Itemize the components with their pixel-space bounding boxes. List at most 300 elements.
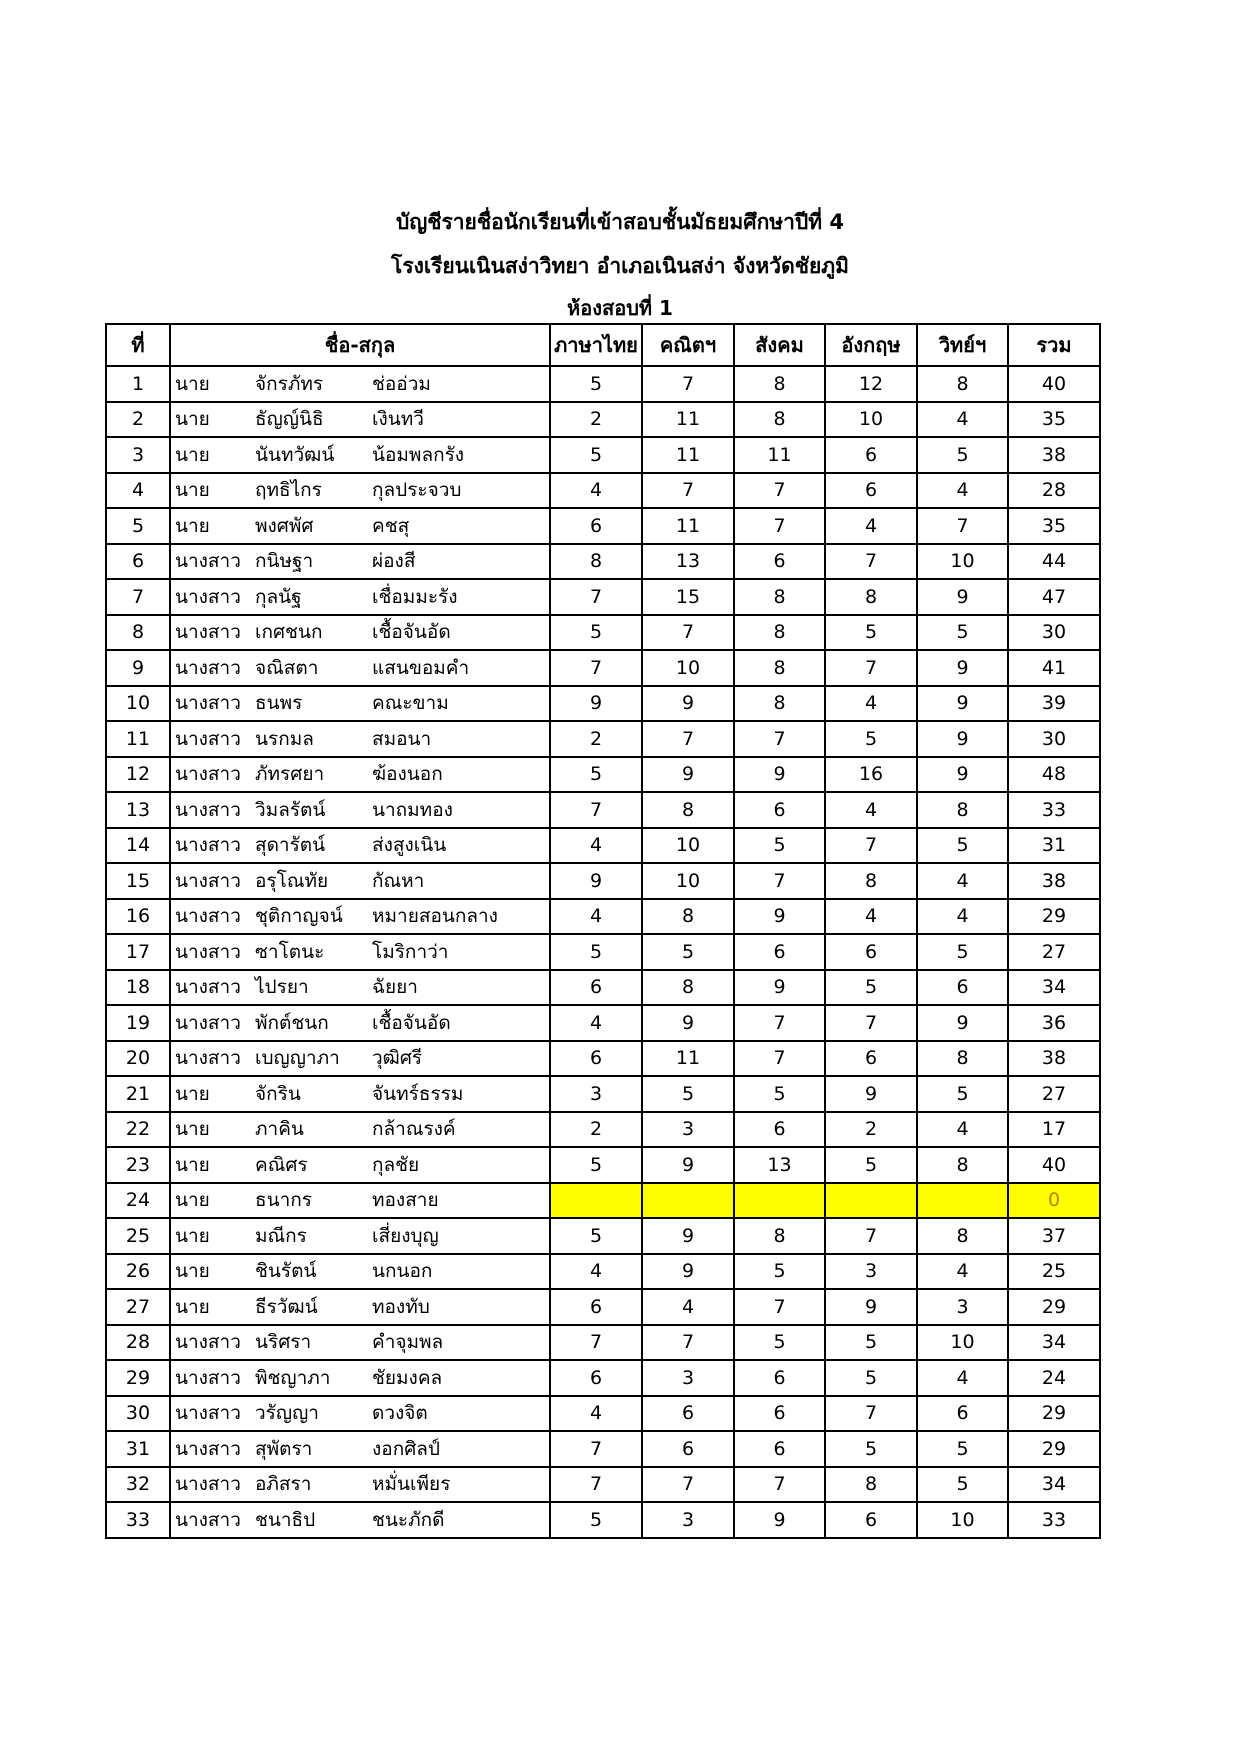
table-row	[106, 1254, 1100, 1290]
score-english: 4	[825, 899, 917, 935]
score-math: 3	[642, 1502, 734, 1538]
table-row	[106, 863, 1100, 899]
name-prefix: นาย	[175, 1260, 210, 1283]
row-number: 8	[106, 615, 170, 651]
last-name: งอกศิลป์	[372, 1437, 440, 1460]
score-math: 8	[642, 970, 734, 1006]
first-name: พงศพัศ	[255, 514, 314, 537]
name-prefix: นางสาว	[175, 550, 241, 573]
last-name: ส่งสูงเนิน	[372, 834, 447, 857]
header-thai: ภาษาไทย	[550, 324, 642, 366]
student-name	[170, 1147, 550, 1183]
score-thai: 5	[550, 437, 642, 473]
last-name: หมั่นเพียร	[372, 1473, 451, 1496]
table-row	[106, 934, 1100, 970]
row-number: 23	[106, 1147, 170, 1183]
name-prefix: นางสาว	[175, 656, 241, 679]
student-score-table	[105, 323, 1101, 1539]
header-social: สังคม	[734, 324, 825, 366]
score-social: 6	[734, 544, 825, 580]
header-total: รวม	[1008, 324, 1100, 366]
name-prefix: นางสาว	[175, 763, 241, 786]
first-name: กุลนัฐ	[255, 585, 302, 608]
name-prefix: นางสาว	[175, 692, 241, 715]
score-social	[734, 1183, 825, 1219]
name-prefix: นางสาว	[175, 621, 241, 644]
score-total: 35	[1008, 402, 1100, 438]
name-prefix: นางสาว	[175, 1331, 241, 1354]
score-thai: 2	[550, 1112, 642, 1148]
score-social: 9	[734, 1502, 825, 1538]
score-math: 7	[642, 1325, 734, 1361]
last-name: ผ่องสี	[372, 550, 416, 573]
score-social: 7	[734, 863, 825, 899]
table-row	[106, 899, 1100, 935]
score-math: 9	[642, 1005, 734, 1041]
last-name: คชสุ	[372, 514, 410, 537]
name-prefix: นางสาว	[175, 1473, 241, 1496]
score-total: 29	[1008, 899, 1100, 935]
score-science: 9	[917, 579, 1008, 615]
score-science: 9	[917, 650, 1008, 686]
first-name: ธีรวัฒน์	[255, 1295, 318, 1318]
score-english: 4	[825, 686, 917, 722]
table-row	[106, 508, 1100, 544]
score-thai: 7	[550, 579, 642, 615]
score-science: 3	[917, 1289, 1008, 1325]
score-thai: 7	[550, 1467, 642, 1503]
name-prefix: นางสาว	[175, 1366, 241, 1389]
score-science: 8	[917, 792, 1008, 828]
student-name	[170, 1396, 550, 1432]
table-row	[106, 1218, 1100, 1254]
score-science: 5	[917, 934, 1008, 970]
score-english: 12	[825, 366, 917, 402]
score-english: 4	[825, 508, 917, 544]
score-total: 39	[1008, 686, 1100, 722]
score-social: 8	[734, 1218, 825, 1254]
student-name	[170, 686, 550, 722]
score-social: 8	[734, 402, 825, 438]
row-number: 13	[106, 792, 170, 828]
score-total: 29	[1008, 1396, 1100, 1432]
score-english: 10	[825, 402, 917, 438]
score-science: 6	[917, 1396, 1008, 1432]
student-name	[170, 1502, 550, 1538]
first-name: ภัทรศยา	[255, 763, 325, 786]
score-english: 9	[825, 1289, 917, 1325]
score-math	[642, 1183, 734, 1219]
row-number: 9	[106, 650, 170, 686]
score-thai: 4	[550, 828, 642, 864]
row-number: 17	[106, 934, 170, 970]
first-name: อภิสรา	[255, 1473, 312, 1496]
score-total: 40	[1008, 1147, 1100, 1183]
header-name: ชื่อ-สกุล	[170, 324, 550, 366]
last-name: ฉัยยา	[372, 976, 418, 999]
score-social: 6	[734, 1431, 825, 1467]
score-science: 10	[917, 1325, 1008, 1361]
row-number: 6	[106, 544, 170, 580]
score-total: 48	[1008, 757, 1100, 793]
score-math: 10	[642, 863, 734, 899]
header-english: อังกฤษ	[825, 324, 917, 366]
score-math: 7	[642, 473, 734, 509]
score-social: 6	[734, 934, 825, 970]
score-science: 9	[917, 686, 1008, 722]
score-science: 4	[917, 1254, 1008, 1290]
score-math: 13	[642, 544, 734, 580]
name-prefix: นางสาว	[175, 1011, 241, 1034]
name-prefix: นางสาว	[175, 585, 241, 608]
table-row	[106, 402, 1100, 438]
score-social: 8	[734, 686, 825, 722]
student-name	[170, 650, 550, 686]
score-thai: 6	[550, 1041, 642, 1077]
score-science: 8	[917, 1147, 1008, 1183]
table-row	[106, 1041, 1100, 1077]
score-science: 4	[917, 863, 1008, 899]
first-name: ฤทธิไกร	[255, 479, 322, 502]
score-thai: 5	[550, 366, 642, 402]
score-english: 8	[825, 579, 917, 615]
score-social: 9	[734, 757, 825, 793]
table-row	[106, 970, 1100, 1006]
student-name	[170, 1431, 550, 1467]
score-total: 38	[1008, 1041, 1100, 1077]
score-thai: 6	[550, 508, 642, 544]
score-math: 9	[642, 757, 734, 793]
score-math: 4	[642, 1289, 734, 1325]
score-science: 8	[917, 366, 1008, 402]
score-science: 10	[917, 544, 1008, 580]
student-name	[170, 1112, 550, 1148]
score-thai: 2	[550, 402, 642, 438]
table-row	[106, 757, 1100, 793]
score-english: 16	[825, 757, 917, 793]
score-science: 7	[917, 508, 1008, 544]
score-total: 34	[1008, 1467, 1100, 1503]
score-english: 6	[825, 1041, 917, 1077]
row-number: 7	[106, 579, 170, 615]
row-number: 32	[106, 1467, 170, 1503]
score-thai: 5	[550, 757, 642, 793]
first-name: เกศชนก	[255, 621, 323, 644]
score-math: 11	[642, 508, 734, 544]
score-english	[825, 1183, 917, 1219]
score-math: 9	[642, 1218, 734, 1254]
last-name: ชนะภักดี	[372, 1508, 445, 1531]
score-science	[917, 1183, 1008, 1219]
row-number: 24	[106, 1183, 170, 1219]
name-prefix: นาย	[175, 1118, 210, 1141]
last-name: เสี่ยงบุญ	[372, 1224, 439, 1247]
first-name: พักต์ชนก	[255, 1011, 329, 1034]
last-name: ชัยมงคล	[372, 1366, 443, 1389]
first-name: วิมลรัตน์	[255, 798, 326, 821]
score-social: 8	[734, 615, 825, 651]
student-name	[170, 828, 550, 864]
score-social: 7	[734, 1041, 825, 1077]
score-math: 11	[642, 402, 734, 438]
table-row	[106, 437, 1100, 473]
score-english: 2	[825, 1112, 917, 1148]
name-prefix: นาย	[175, 408, 210, 431]
table-row	[106, 615, 1100, 651]
first-name: เบญญาภา	[255, 1047, 340, 1070]
score-total: 33	[1008, 1502, 1100, 1538]
last-name: กุลชัย	[372, 1153, 420, 1176]
table-row	[106, 1289, 1100, 1325]
last-name: นาถมทอง	[372, 798, 453, 821]
score-math: 7	[642, 615, 734, 651]
name-prefix: นางสาว	[175, 905, 241, 928]
score-english: 6	[825, 437, 917, 473]
name-prefix: นาย	[175, 1153, 210, 1176]
score-science: 5	[917, 1431, 1008, 1467]
score-science: 9	[917, 757, 1008, 793]
name-prefix: นางสาว	[175, 1437, 241, 1460]
score-total: 27	[1008, 934, 1100, 970]
score-total: 17	[1008, 1112, 1100, 1148]
first-name: จณิสตา	[255, 656, 319, 679]
score-thai: 6	[550, 1360, 642, 1396]
name-prefix: นางสาว	[175, 976, 241, 999]
score-total: 36	[1008, 1005, 1100, 1041]
score-english: 8	[825, 1467, 917, 1503]
student-name	[170, 934, 550, 970]
score-english: 5	[825, 1147, 917, 1183]
name-prefix: นาย	[175, 514, 210, 537]
score-english: 7	[825, 1396, 917, 1432]
score-english: 9	[825, 1076, 917, 1112]
document-title: บัญชีรายชื่อนักเรียนที่เข้าสอบชั้นมัธยมศึกษาปีที่ 4	[395, 210, 845, 234]
table-row	[106, 1076, 1100, 1112]
student-name	[170, 1254, 550, 1290]
score-thai: 9	[550, 863, 642, 899]
score-math: 9	[642, 686, 734, 722]
row-number: 30	[106, 1396, 170, 1432]
score-science: 4	[917, 1360, 1008, 1396]
score-social: 5	[734, 1076, 825, 1112]
score-thai: 7	[550, 1325, 642, 1361]
score-science: 4	[917, 899, 1008, 935]
table-row	[106, 828, 1100, 864]
row-number: 28	[106, 1325, 170, 1361]
student-name	[170, 508, 550, 544]
student-name	[170, 970, 550, 1006]
score-english: 4	[825, 792, 917, 828]
first-name: ไปรยา	[255, 976, 309, 999]
score-math: 11	[642, 1041, 734, 1077]
score-thai: 5	[550, 615, 642, 651]
score-social: 8	[734, 366, 825, 402]
row-number: 21	[106, 1076, 170, 1112]
score-total: 40	[1008, 366, 1100, 402]
header-science: วิทย์ฯ	[917, 324, 1008, 366]
score-social: 9	[734, 899, 825, 935]
last-name: ฆ้องนอก	[372, 763, 443, 786]
score-social: 7	[734, 508, 825, 544]
last-name: คณะขาม	[372, 692, 449, 715]
row-number: 1	[106, 366, 170, 402]
score-science: 9	[917, 1005, 1008, 1041]
last-name: เชื้อจันอัด	[372, 621, 451, 644]
score-total: 47	[1008, 579, 1100, 615]
score-english: 3	[825, 1254, 917, 1290]
last-name: ดวงจิต	[372, 1402, 428, 1425]
score-math: 3	[642, 1360, 734, 1396]
name-prefix: นางสาว	[175, 798, 241, 821]
score-total: 44	[1008, 544, 1100, 580]
first-name: พิชญาภา	[255, 1366, 331, 1389]
first-name: ชนาธิป	[255, 1508, 316, 1531]
score-social: 8	[734, 650, 825, 686]
row-number: 25	[106, 1218, 170, 1254]
score-social: 6	[734, 1112, 825, 1148]
score-english: 6	[825, 1502, 917, 1538]
score-english: 5	[825, 1360, 917, 1396]
name-prefix: นาย	[175, 372, 210, 395]
row-number: 4	[106, 473, 170, 509]
score-english: 7	[825, 1005, 917, 1041]
score-total: 38	[1008, 863, 1100, 899]
last-name: นกนอก	[372, 1260, 433, 1283]
first-name: จักริน	[255, 1082, 301, 1105]
student-name	[170, 899, 550, 935]
score-science: 4	[917, 402, 1008, 438]
name-prefix: นางสาว	[175, 869, 241, 892]
student-name	[170, 579, 550, 615]
score-social: 9	[734, 970, 825, 1006]
score-math: 8	[642, 792, 734, 828]
last-name: น้อมพลกรัง	[372, 443, 465, 466]
student-name	[170, 792, 550, 828]
score-english: 5	[825, 1325, 917, 1361]
name-prefix: นาย	[175, 1082, 210, 1105]
first-name: นันทวัฒน์	[255, 443, 335, 466]
score-social: 5	[734, 1325, 825, 1361]
table-row	[106, 1147, 1100, 1183]
last-name: ทองสาย	[372, 1189, 439, 1212]
score-thai: 8	[550, 544, 642, 580]
score-science: 4	[917, 473, 1008, 509]
score-math: 8	[642, 899, 734, 935]
student-name	[170, 366, 550, 402]
score-thai: 4	[550, 473, 642, 509]
header-math: คณิตฯ	[642, 324, 734, 366]
score-total: 28	[1008, 473, 1100, 509]
student-name	[170, 544, 550, 580]
student-name	[170, 402, 550, 438]
student-name	[170, 863, 550, 899]
first-name: ธนพร	[255, 692, 303, 715]
table-row	[106, 721, 1100, 757]
table-row	[106, 792, 1100, 828]
table-row	[106, 1467, 1100, 1503]
student-name	[170, 1218, 550, 1254]
name-prefix: นางสาว	[175, 727, 241, 750]
row-number: 2	[106, 402, 170, 438]
score-science: 8	[917, 1218, 1008, 1254]
table-row	[106, 1502, 1100, 1538]
score-math: 6	[642, 1396, 734, 1432]
first-name: กนิษฐา	[255, 550, 314, 573]
score-science: 5	[917, 1467, 1008, 1503]
name-prefix: นางสาว	[175, 1047, 241, 1070]
table-row	[106, 544, 1100, 580]
last-name: วุฒิศรี	[372, 1047, 423, 1070]
table-row	[106, 1360, 1100, 1396]
score-social: 13	[734, 1147, 825, 1183]
score-total: 30	[1008, 721, 1100, 757]
score-thai: 4	[550, 899, 642, 935]
score-math: 9	[642, 1147, 734, 1183]
score-math: 10	[642, 828, 734, 864]
first-name: นรกมล	[255, 727, 314, 750]
score-english: 8	[825, 863, 917, 899]
score-math: 3	[642, 1112, 734, 1148]
row-number: 29	[106, 1360, 170, 1396]
last-name: กัณหา	[372, 869, 425, 892]
first-name: มณีกร	[255, 1224, 307, 1247]
score-social: 6	[734, 1360, 825, 1396]
score-total: 35	[1008, 508, 1100, 544]
student-name	[170, 1076, 550, 1112]
last-name: กล้าณรงค์	[372, 1118, 456, 1141]
last-name: เงินทวี	[372, 408, 424, 431]
student-name	[170, 1360, 550, 1396]
score-total: 0	[1008, 1183, 1100, 1219]
score-total: 25	[1008, 1254, 1100, 1290]
score-social: 6	[734, 1396, 825, 1432]
score-math: 11	[642, 437, 734, 473]
score-english: 7	[825, 1218, 917, 1254]
first-name: อรุโณทัย	[255, 869, 329, 892]
score-social: 7	[734, 1005, 825, 1041]
first-name: คณิศร	[255, 1153, 308, 1176]
row-number: 26	[106, 1254, 170, 1290]
first-name: ซาโตนะ	[255, 940, 325, 963]
row-number: 16	[106, 899, 170, 935]
last-name: จันทร์ธรรม	[372, 1082, 464, 1105]
score-science: 5	[917, 1076, 1008, 1112]
last-name: สมอนา	[372, 727, 432, 750]
row-number: 10	[106, 686, 170, 722]
last-name: เชื่อมมะรัง	[372, 585, 458, 608]
score-english: 6	[825, 934, 917, 970]
student-name	[170, 1041, 550, 1077]
score-total: 29	[1008, 1289, 1100, 1325]
last-name: หมายสอนกลาง	[372, 905, 498, 928]
score-thai: 4	[550, 1005, 642, 1041]
table-row	[106, 1183, 1100, 1219]
score-thai: 9	[550, 686, 642, 722]
row-number: 15	[106, 863, 170, 899]
table-row	[106, 1112, 1100, 1148]
table-row	[106, 579, 1100, 615]
score-science: 5	[917, 828, 1008, 864]
score-english: 5	[825, 1431, 917, 1467]
header-no: ที่	[106, 324, 170, 366]
row-number: 19	[106, 1005, 170, 1041]
score-social: 5	[734, 828, 825, 864]
score-total: 24	[1008, 1360, 1100, 1396]
table-row	[106, 1431, 1100, 1467]
score-total: 41	[1008, 650, 1100, 686]
score-math: 5	[642, 934, 734, 970]
table-row	[106, 473, 1100, 509]
